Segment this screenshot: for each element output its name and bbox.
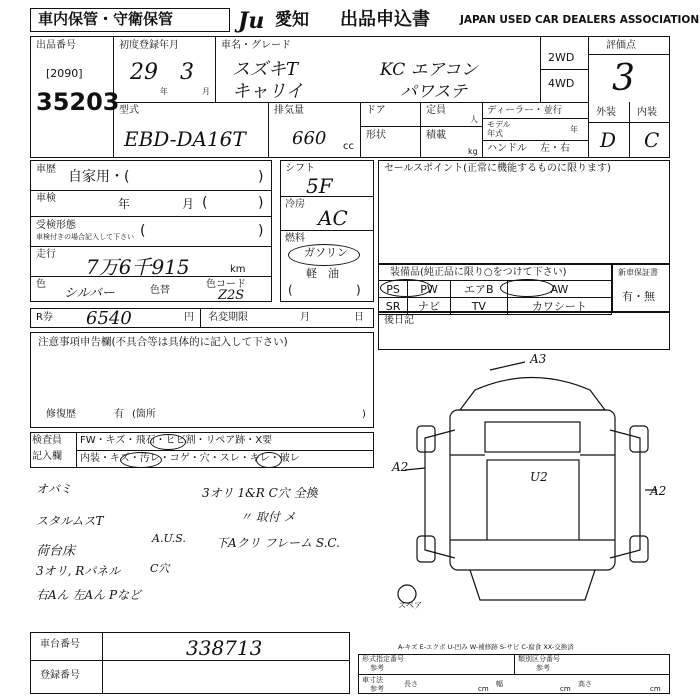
warranty-label: 新車保証書: [618, 268, 658, 277]
color-code-value: Z2S: [218, 288, 245, 303]
repair-label: 修復歴: [46, 409, 76, 420]
year-unit: 年: [160, 87, 168, 96]
width-label: 幅: [496, 680, 503, 688]
chassis-label: 車台番号: [40, 639, 80, 650]
recycle-section: [30, 308, 374, 328]
damage-mark-u2: U2: [530, 470, 548, 484]
recycle-unit: 円: [184, 312, 194, 323]
inspector-row2: 内装・キズ・汚レ・コゲ・穴・スレ・キレ・破レ: [80, 453, 300, 464]
org-name: 愛知: [275, 10, 309, 30]
recv-note: 車検付きの場合記入して下さい: [36, 233, 134, 241]
damage-mark-a2-right: A2: [650, 484, 667, 498]
name-change-day: 日: [354, 312, 364, 323]
notes-label: 注意事項申告欄(不具合等は具体的に記入して下さい): [38, 336, 288, 348]
fuel-gas: ガソリン: [304, 246, 348, 259]
equip-ps: PS: [379, 281, 408, 298]
ac-label: 冷房: [285, 199, 305, 210]
load-label: 積載: [426, 130, 446, 141]
note-right-4: 下Aクリ フレーム S.C.: [216, 536, 340, 550]
color-code-label: 色コード: [206, 279, 246, 290]
exterior-value: D: [600, 128, 617, 152]
damage-mark-a2-left: A2: [392, 460, 409, 474]
note-right-3: A.U.S.: [152, 532, 186, 545]
equip-aw: AW: [507, 281, 611, 298]
after-label: 後日記: [384, 315, 414, 326]
fuel-paren-open: (: [288, 283, 293, 297]
model-year-unit: 年: [570, 125, 578, 134]
fuel-label: 燃料: [285, 233, 305, 244]
equip-pw: PW: [408, 281, 451, 298]
history-label: 車歴: [36, 164, 56, 175]
storage-label: 車内保管・守衛保管: [38, 10, 174, 28]
lot-number: 35203: [36, 88, 120, 116]
color-change-label: 色替: [150, 285, 170, 296]
equip-tv: TV: [450, 298, 507, 315]
note-left-5: 右Aん 左Aん Pなど: [36, 588, 142, 602]
height-cm: cm: [650, 685, 661, 693]
height-label: 高さ: [578, 680, 592, 688]
equip-navi: ナビ: [408, 298, 451, 315]
interior-label: 内装: [637, 107, 657, 118]
shape-label: 形状: [366, 130, 386, 141]
insp-year: 年: [118, 197, 131, 211]
damage-mark-a3: A3: [530, 352, 547, 366]
car-name-line2: キャリイ: [232, 81, 304, 102]
size-label: 車寸法: [362, 676, 383, 684]
dirt-circle: [120, 452, 162, 468]
shift-value: 5F: [306, 174, 333, 198]
grade-line1: KC エアコン: [380, 60, 478, 80]
lot-bracket: [2090]: [46, 67, 83, 80]
capacity-unit: 人: [470, 115, 478, 124]
name-change-month: 月: [300, 312, 310, 323]
ju-logo: Ju: [238, 8, 265, 34]
width-cm: cm: [560, 685, 571, 693]
drive-2wd: 2WD: [548, 51, 575, 64]
cc-value: 660: [292, 128, 327, 149]
first-reg-label: 初度登録年月: [119, 40, 179, 51]
repair-area: (箇所: [132, 409, 156, 420]
airbag-circle: [500, 279, 554, 297]
model-year-label2: 年式: [487, 129, 503, 138]
dealer-label: ディーラー・並行: [487, 105, 563, 116]
repair-value: 有: [114, 409, 124, 420]
history-close: ): [258, 169, 264, 185]
english-title: JAPAN USED CAR DEALERS ASSOCIATION: [460, 14, 700, 26]
history-value: 自家用・(: [68, 169, 130, 185]
fuel-diesel: 軽 油: [306, 267, 339, 280]
load-unit: kg: [468, 147, 478, 156]
cc-label: 排気量: [274, 105, 304, 116]
note-left-3: 荷台床: [36, 544, 76, 559]
car-name-line1: スズキT: [232, 59, 299, 80]
door-label: ドア: [366, 105, 386, 116]
form-label: 形式指定番号: [362, 655, 404, 663]
recycle-value: 6540: [86, 308, 132, 329]
reg-label: 登録番号: [40, 670, 80, 681]
size-ref: 参考: [370, 685, 384, 693]
entry-label: 記入欄: [32, 451, 62, 462]
inspector-row1: FW・キズ・飛石・ヒビ割・リペア跡・X要: [80, 435, 273, 446]
doc-title: 出品申込書: [340, 9, 430, 30]
model-value: EBD-DA16T: [124, 127, 246, 151]
lot-label: 出品番号: [36, 40, 76, 51]
mileage-unit: km: [230, 264, 246, 275]
fuel-paren-close: ): [356, 283, 361, 297]
note-right-5: C穴: [150, 562, 170, 575]
repair-close: ): [362, 409, 366, 420]
after-section: [378, 312, 670, 350]
first-reg-month: 3: [180, 60, 194, 85]
equip-label: 装備品(純正品に限り○をつけて下さい): [390, 267, 567, 278]
note-right-2: 〃 取付 メ: [240, 510, 296, 524]
equip-airbag: エアB: [450, 281, 507, 298]
grade-line2: パワステ: [400, 82, 468, 102]
damage-legend: A-キズ E-エクボ U-凹み W-補修跡 S-サビ C-腐食 XX-交換済: [398, 643, 574, 651]
sales-point-section: [378, 160, 670, 264]
interior-value: C: [644, 128, 660, 152]
ps-circle: [380, 279, 432, 297]
spare-label: スペア: [398, 601, 422, 610]
inspection-label: 車検: [36, 193, 56, 204]
cat-ref: 参考: [536, 664, 550, 672]
model-label: 型式: [119, 105, 139, 116]
chassis-value: 338713: [186, 636, 263, 660]
capacity-label: 定員: [426, 105, 446, 116]
handle-label: ハンドル: [487, 143, 527, 154]
equip-seat: カワシート: [507, 298, 611, 315]
len-label: 長さ: [404, 680, 418, 688]
rub-circle: [256, 452, 282, 468]
equip-sr: SR: [379, 298, 408, 315]
insp-month: 月: [182, 197, 195, 211]
insp-paren-close: ): [258, 195, 264, 211]
car-name-label: 車名・グレード: [221, 40, 291, 51]
warranty-value: 有・無: [622, 290, 655, 303]
insp-paren-open: (: [202, 195, 208, 211]
score-label: 評価点: [606, 40, 636, 51]
color-label: 色: [36, 279, 46, 290]
mileage-value: 7万6千915: [86, 255, 190, 279]
mileage-label: 走行: [36, 249, 56, 260]
form-ref: 参考: [370, 664, 384, 672]
note-left-4: 3オリ, Rパネル: [36, 564, 121, 578]
ac-value: AC: [318, 206, 348, 230]
recv-paren-close: ): [258, 223, 264, 239]
cc-unit: cc: [343, 141, 354, 152]
recv-label: 受検形態: [36, 220, 76, 231]
model-year-label: モデル: [487, 120, 511, 129]
color-value: シルバー: [64, 286, 115, 301]
len-cm: cm: [478, 685, 489, 693]
recv-paren-open: (: [140, 223, 146, 239]
note-left-1: オバミ: [36, 482, 72, 496]
month-unit: 月: [202, 87, 210, 96]
exterior-label: 外装: [596, 107, 616, 118]
name-change-label: 名変期限: [208, 312, 248, 323]
drive-4wd: 4WD: [548, 77, 575, 90]
first-reg-year: 29: [130, 60, 158, 85]
score-value: 3: [612, 58, 635, 99]
note-right-1: 3オリ 1&R C穴 全換: [202, 486, 318, 500]
inspector-label: 検査員: [32, 435, 62, 446]
car-damage-diagram: [395, 350, 670, 620]
recycle-label: R券: [36, 312, 53, 323]
handle-value: 左・右: [540, 143, 570, 154]
stone-chip-circle: [150, 434, 186, 450]
shift-label: シフト: [285, 163, 315, 174]
note-left-2: スタルムスT: [36, 514, 104, 528]
sales-label: セールスポイント(正常に機能するものに限ります): [384, 163, 611, 174]
cat-label: 類別区分番号: [518, 655, 560, 663]
